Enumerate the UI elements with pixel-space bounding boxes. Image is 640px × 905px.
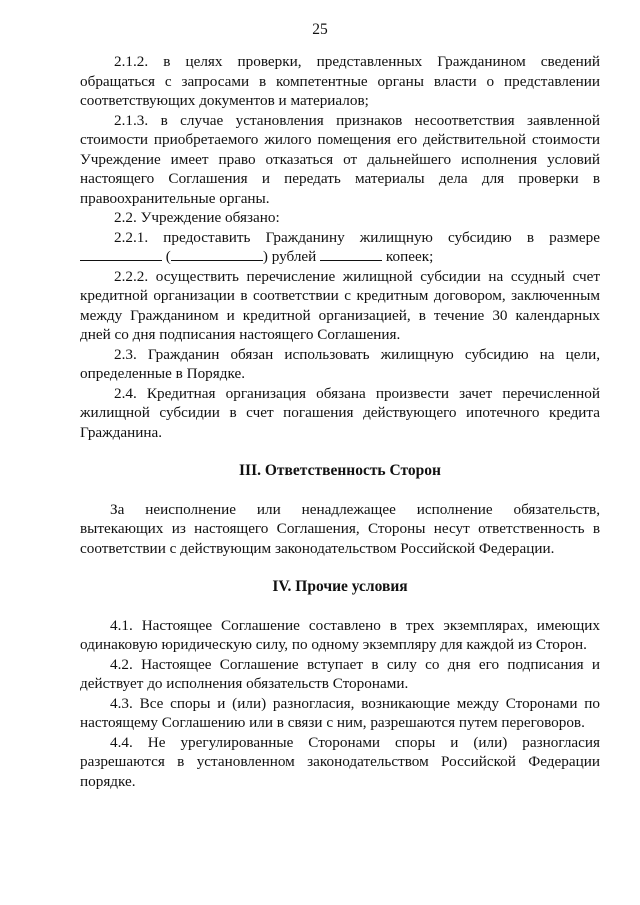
page-number: 25 xyxy=(312,21,328,38)
section-3-text: За неисполнение или ненадлежащее исполнение обязательств, вытекающих из настоящего Соглашения, Стороны несут ответственность в соответствии с действующим законодательством Российской Федерации. xyxy=(80,500,600,557)
kopecks-label: копеек; xyxy=(385,248,434,265)
clause-2-4: 2.4. Кредитная организация обязана произвести зачет перечисленной жилищной субсидии в счет погашения действующего ипотечного кредита Гражданина. xyxy=(80,384,600,441)
clause-2-1-2: 2.1.2. в целях проверки, представленных Гражданином сведений обращаться с запросами в компетентные органы власти о представлении соответствующих документов и материалов; xyxy=(80,53,600,109)
clause-4-3: 4.3. Все споры и (или) разногласия, возникающие между Сторонами по настоящему Соглашению или в связи с ним, разрешаются путем переговоров. xyxy=(80,694,600,731)
section-4-heading: IV. Прочие условия xyxy=(272,578,408,595)
clause-4-2: 4.2. Настоящее Соглашение вступает в силу со дня его подписания и действует до исполнения обязательств Сторонами. xyxy=(80,655,600,692)
clause-2-2-1 xyxy=(80,228,600,267)
clause-2-1-3: 2.1.3. в случае установления признаков несоответствия заявленной стоимости приобретаемого жилого помещения его действительной стоимости Учреждение имеет право отказаться от дальнейшего исполнения условий настоящего Соглашения и передать материалы дела для проверки в правоохранительные органы. xyxy=(80,111,600,207)
rubles-label: ) рублей xyxy=(262,248,317,265)
paren-open: ( xyxy=(165,248,171,265)
amount-blank xyxy=(80,247,162,261)
clause-2-2: 2.2. Учреждение обязано: xyxy=(114,209,280,226)
clause-4-1: 4.1. Настоящее Соглашение составлено в трех экземплярах, имеющих одинаковую юридическую силу, по одному экземпляру для каждой из Сторон. xyxy=(80,616,600,653)
document-body xyxy=(80,52,600,791)
clause-2-2-2: 2.2.2. осуществить перечисление жилищной субсидии на ссудный счет кредитной организации в соответствии с кредитным договором, заключенным между Гражданином и кредитной организацией, в течение 30 календарных дней со дня подписания настоящего Соглашения. xyxy=(80,267,600,343)
kopecks-blank xyxy=(320,247,382,261)
clause-4-4: 4.4. Не урегулированные Сторонами споры и (или) разногласия разрешаются в установленном законодательством Российской Федерации порядке. xyxy=(80,733,600,790)
amount-words-blank xyxy=(171,247,263,261)
section-3-heading: III. Ответственность Сторон xyxy=(239,462,441,479)
clause-2-3: 2.3. Гражданин обязан использовать жилищную субсидию на цели, определенные в Порядке. xyxy=(80,345,600,382)
clause-2-2-1-text: 2.2.1. предоставить Гражданину жилищную субсидию в размере xyxy=(114,228,600,246)
